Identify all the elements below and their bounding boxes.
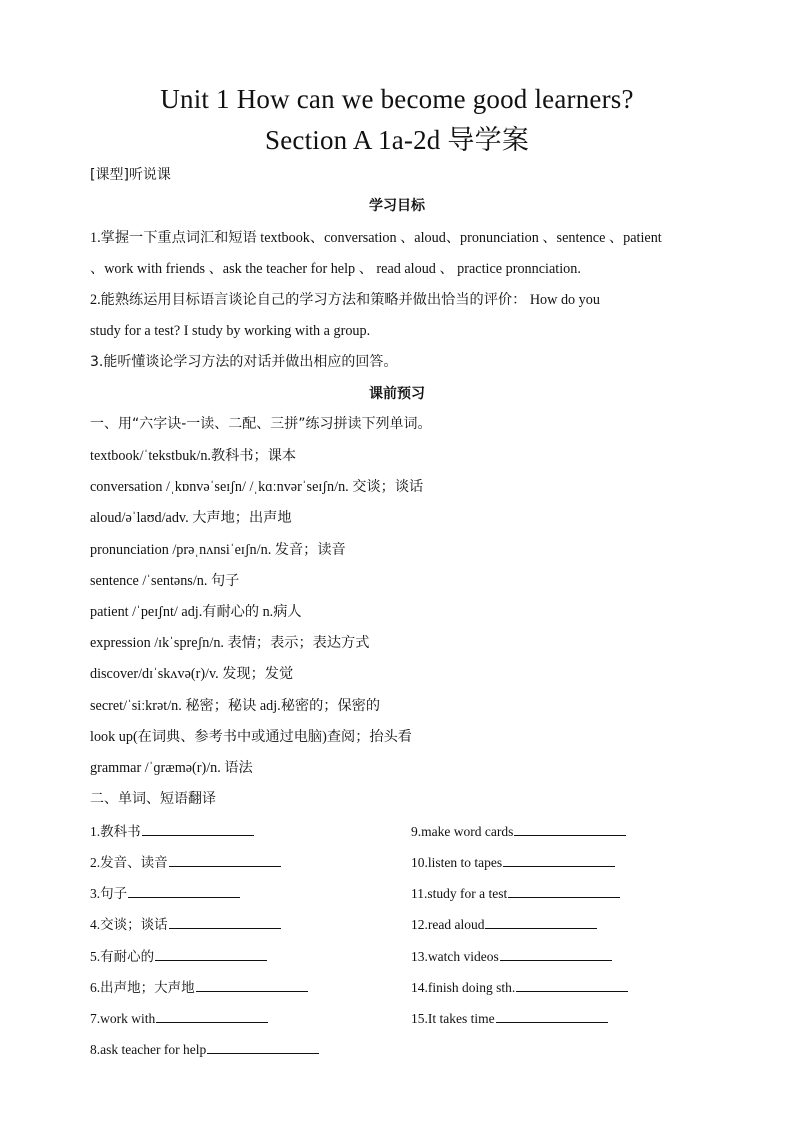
- translate-prompt: 6.出声地；大声地: [90, 980, 195, 995]
- translate-item: [411, 821, 626, 842]
- preview-heading: 课前预习: [369, 386, 425, 402]
- page-subtitle: Section A 1a-2d 导学案: [264, 125, 530, 155]
- answer-blank[interactable]: [485, 914, 597, 929]
- objective-line-3: 2.能熟练运用目标语言谈论自己的学习方法和策略并做出恰当的评价： How do you: [90, 292, 600, 308]
- translate-item: [411, 883, 620, 904]
- vocab-item: aloud/əˈlaʊd/adv. 大声地；出声地: [90, 510, 292, 526]
- answer-blank[interactable]: [156, 1008, 268, 1023]
- translate-item: [411, 977, 628, 998]
- translate-prompt: 14.finish doing sth.: [411, 980, 516, 995]
- part1-title: 一、用“六字诀-一读、二配、三拼”练习拼读下列单词。: [90, 416, 432, 432]
- translate-item: [90, 1039, 319, 1060]
- answer-blank[interactable]: [196, 977, 308, 992]
- translate-item: [411, 946, 612, 967]
- translate-item: [90, 821, 254, 842]
- answer-blank[interactable]: [503, 852, 615, 867]
- vocab-item: expression /ɪkˈspreʃn/n. 表情；表示；表达方式: [90, 635, 370, 651]
- vocab-item: patient /ˈpeɪʃnt/ adj.有耐心的 n.病人: [90, 604, 302, 620]
- translate-item: [90, 883, 240, 904]
- translate-item: [90, 977, 308, 998]
- translate-item: [90, 852, 281, 873]
- objectives-heading: 学习目标: [369, 198, 425, 214]
- translate-item: [411, 852, 615, 873]
- translate-prompt: 10.listen to tapes: [411, 855, 503, 870]
- translate-item: [411, 914, 597, 935]
- translate-prompt: 1.教科书: [90, 824, 141, 839]
- translate-prompt: 11.study for a test: [411, 886, 508, 901]
- vocab-item: grammar /ˈɡræmə(r)/n. 语法: [90, 760, 253, 776]
- lesson-type: [课型]听说课: [90, 167, 171, 183]
- answer-blank[interactable]: [142, 821, 254, 836]
- translate-prompt: 12.read aloud: [411, 917, 485, 932]
- translate-prompt: 2.发音、读音: [90, 855, 168, 870]
- vocab-item: conversation /ˌkɒnvəˈseɪʃn/ /ˌkɑːnvərˈseɪʃn/n. 交谈；谈话: [90, 479, 424, 495]
- objective-line-5: 3.能听懂谈论学习方法的对话并做出相应的回答。: [90, 354, 398, 370]
- answer-blank[interactable]: [128, 883, 240, 898]
- answer-blank[interactable]: [155, 946, 267, 961]
- vocab-item: secret/ˈsiːkrət/n. 秘密；秘诀 adj.秘密的；保密的: [90, 698, 381, 714]
- translate-item: [90, 946, 267, 967]
- translate-prompt: 15.It takes time: [411, 1011, 495, 1026]
- translate-prompt: 3.句子: [90, 886, 128, 901]
- translate-prompt: 4.交谈；谈话: [90, 917, 168, 932]
- answer-blank[interactable]: [169, 852, 281, 867]
- translate-item: [90, 1008, 268, 1029]
- translate-prompt: 8.ask teacher for help: [90, 1042, 207, 1057]
- objective-line-2: 、work with friends 、ask the teacher for help 、 read aloud 、 practice pronnciation.: [90, 261, 581, 277]
- translate-prompt: 5.有耐心的: [90, 949, 155, 964]
- objective-line-4: study for a test? I study by working with a group.: [90, 323, 371, 339]
- translate-prompt: 7.work with: [90, 1011, 156, 1026]
- objective-line-1: 1.掌握一下重点词汇和短语 textbook、conversation 、aloud、pronunciation 、sentence 、patient: [90, 230, 662, 246]
- answer-blank[interactable]: [514, 821, 626, 836]
- answer-blank[interactable]: [207, 1039, 319, 1054]
- answer-blank[interactable]: [508, 883, 620, 898]
- vocab-item: sentence /ˈsentəns/n. 句子: [90, 573, 240, 589]
- translate-prompt: 9.make word cards: [411, 824, 514, 839]
- vocab-item: look up(在词典、参考书中或通过电脑)查阅；抬头看: [90, 729, 412, 745]
- translate-item: [411, 1008, 608, 1029]
- vocab-item: discover/dɪˈskʌvə(r)/v. 发现；发觉: [90, 666, 294, 682]
- page-title: Unit 1 How can we become good learners?: [160, 84, 634, 114]
- vocab-item: textbook/ˈtekstbuk/n.教科书；课本: [90, 448, 297, 464]
- translate-prompt: 13.watch videos: [411, 949, 499, 964]
- answer-blank[interactable]: [500, 946, 612, 961]
- translate-item: [90, 914, 281, 935]
- part2-title: 二、单词、短语翻译: [90, 791, 216, 807]
- vocab-item: pronunciation /prəˌnʌnsiˈeɪʃn/n. 发音；读音: [90, 542, 346, 558]
- answer-blank[interactable]: [496, 1008, 608, 1023]
- answer-blank[interactable]: [169, 914, 281, 929]
- answer-blank[interactable]: [516, 977, 628, 992]
